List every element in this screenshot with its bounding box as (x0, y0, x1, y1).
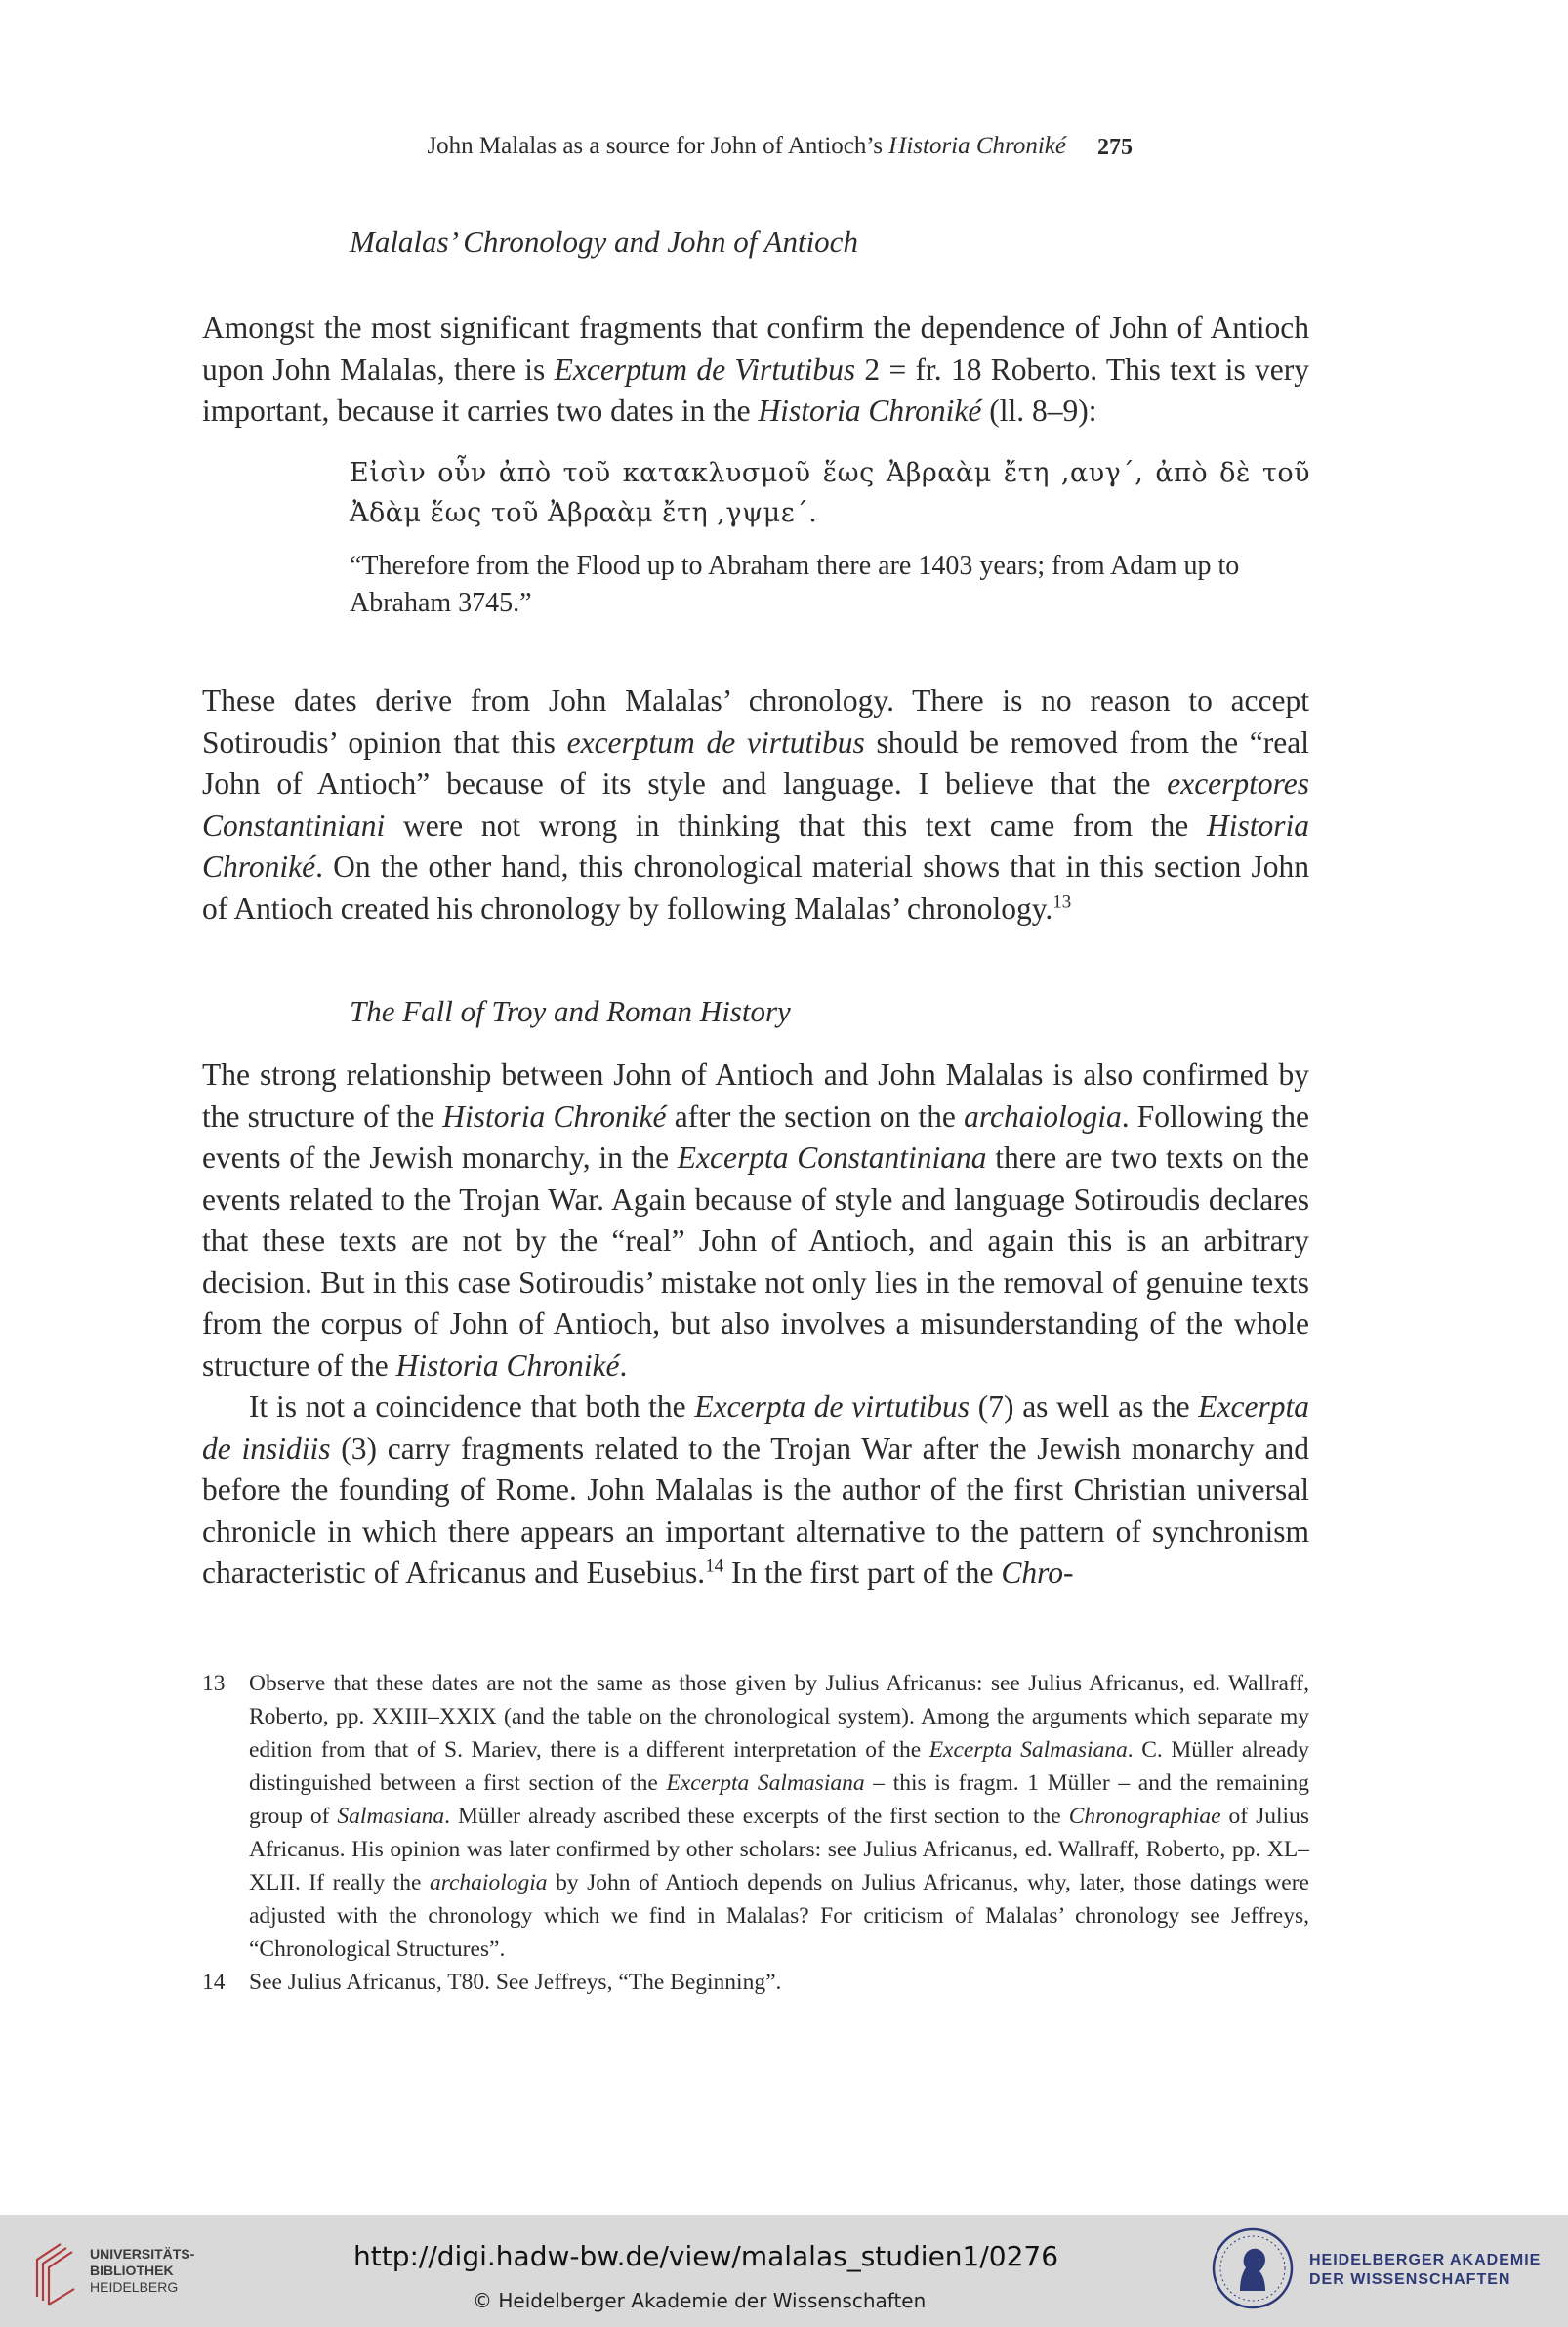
university-library-name[interactable]: UNIVERSITÄTS- BIBLIOTHEK HEIDELBERG (90, 2246, 195, 2295)
footnote-ref-13[interactable]: 13 (1052, 892, 1072, 912)
permalink-url[interactable]: http://digi.hadw-bw.de/view/malalas_studien1/0276 (353, 2240, 1059, 2272)
section-heading-troy: The Fall of Troy and Roman History (350, 994, 791, 1028)
academy-seal-icon[interactable] (1211, 2226, 1295, 2310)
university-library-logo-icon[interactable] (31, 2238, 82, 2306)
paragraph-dependence: Amongst the most significant fragments that confirm the dependence of John of Antioch upon John Malalas, there is Excerptum de Virtutibus 2 = fr. 18 Roberto. This text is very important, because it carries two dates in the Historia Chroniké (ll. 8–9): (202, 311, 1310, 428)
section-heading-chronology: Malalas’ Chronology and John of Antioch (350, 225, 858, 259)
footnote-ref-14[interactable]: 14 (705, 1556, 724, 1577)
running-head-title: John Malalas as a source for John of Antioch’s Historia Chroniké (427, 133, 1066, 159)
paragraph-dates-derive: These dates derive from John Malalas’ chronology. There is no reason to accept Sotiroudis’ opinion that this excerptum de virtutibus should be removed from the “real John of Antioch” because of its style and language. I believe that the excerptores Constantiniani were not wrong in thinking that this text came from the Historia Chroniké. On the other hand, this chronological material shows that in this section John of Antioch created his chronology by following Malalas’ chronology.$^{13}$ (202, 684, 1309, 926)
greek-quotation: Εἰσὶν οὖν ἀπὸ τοῦ κατακλυσμοῦ ἕως Ἀβραὰμ ἔτη ,αυγ΄, ἀπὸ δὲ τοῦ Ἀδὰμ ἕως τοῦ Ἀβραὰμ ἔτη ,γψμε΄. (350, 458, 1310, 528)
copyright-notice: © Heidelberger Akademie der Wissenschaften (473, 2289, 927, 2312)
footnote-number: 13 (202, 1671, 226, 1696)
footnotes (202, 1667, 1309, 1999)
quotation-translation: “Therefore from the Flood up to Abraham there are 1403 years; from Adam up to Abraham 3745.” (350, 551, 1240, 618)
footnote-number: 14 (202, 1970, 226, 1995)
page-number: 275 (1097, 135, 1133, 160)
paragraph-not-coincidence: It is not a coincidence that both the Excerpta de virtutibus (7) as well as the Excerpta de insidiis (3) carry fragments related to the Trojan War after the Jewish monarchy and before the founding of Rome. John Malalas is the author of the first Christian universal chronicle in which there appears an important alternative to the pattern of synchronism characteristic of Africanus and Eusebius.$^{14}$ In the first part of the Chro- (202, 1390, 1309, 1590)
academy-name[interactable]: HEIDELBERGER AKADEMIE DER WISSENSCHAFTEN (1309, 2252, 1542, 2288)
viewer-footer (0, 2215, 1568, 2327)
footnote-13: 13 Observe that these dates are not the same as those given by Julius Africanus: see Julius Africanus, ed. Wallraff, Roberto, pp. XXIII–XXIX (and the table on the chronological system). Among the arguments which separate my edition from that of S. Mariev, there is a different interpretation of the Excerpta Salmasiana. C. Müller already distinguished between a first section of the Excerpta Salmasiana – this is fragm. 1 Müller – and the remaining group of Salmasiana. Müller already ascribed these excerpts of the first section to the Chronographiae of Julius Africanus. His opinion was later confirmed by other scholars: see Julius Africanus, ed. Wallraff, Roberto, pp. XL–XLII. If really the archaiologia by John of Antioch depends on Julius Africanus, why, later, those datings were adjusted with the chronology which we find in Malalas? For criticism of Malalas’ chronology see Jeffreys, “Chronological Structures”. (202, 1667, 1309, 1966)
paragraph-strong-relationship: The strong relationship between John of Antioch and John Malalas is also confirmed by the structure of the Historia Chroniké after the section on the archaiologia. Following the events of the Jewish monarchy, in the Excerpta Constantiniana there are two texts on the events related to the Trojan War. Again because of style and language Sotiroudis declares that these texts are not by the “real” John of Antioch, and again this is an arbitrary decision. But in this case Sotiroudis’ mistake not only lies in the removal of genuine texts from the corpus of John of Antioch, but also involves a misunderstanding of the whole structure of the Historia Chroniké. It is not a coincidence that both the Excerpta de virtutibus (7) as well as the Excerpta de insidiis (3) carry fragments related to the Trojan War after the Jewish monarchy and before the founding of Rome. John Malalas is the author of the first Christian universal chronicle in which there appears an important alternative to the pattern of synchronism characteristic of Africanus and Eusebius.$^{14}$ In the first part of the Chro- (202, 1055, 1309, 1595)
footnote-14: 14 See Julius Africanus, T80. See Jeffreys, “The Beginning”. (202, 1966, 1309, 1999)
